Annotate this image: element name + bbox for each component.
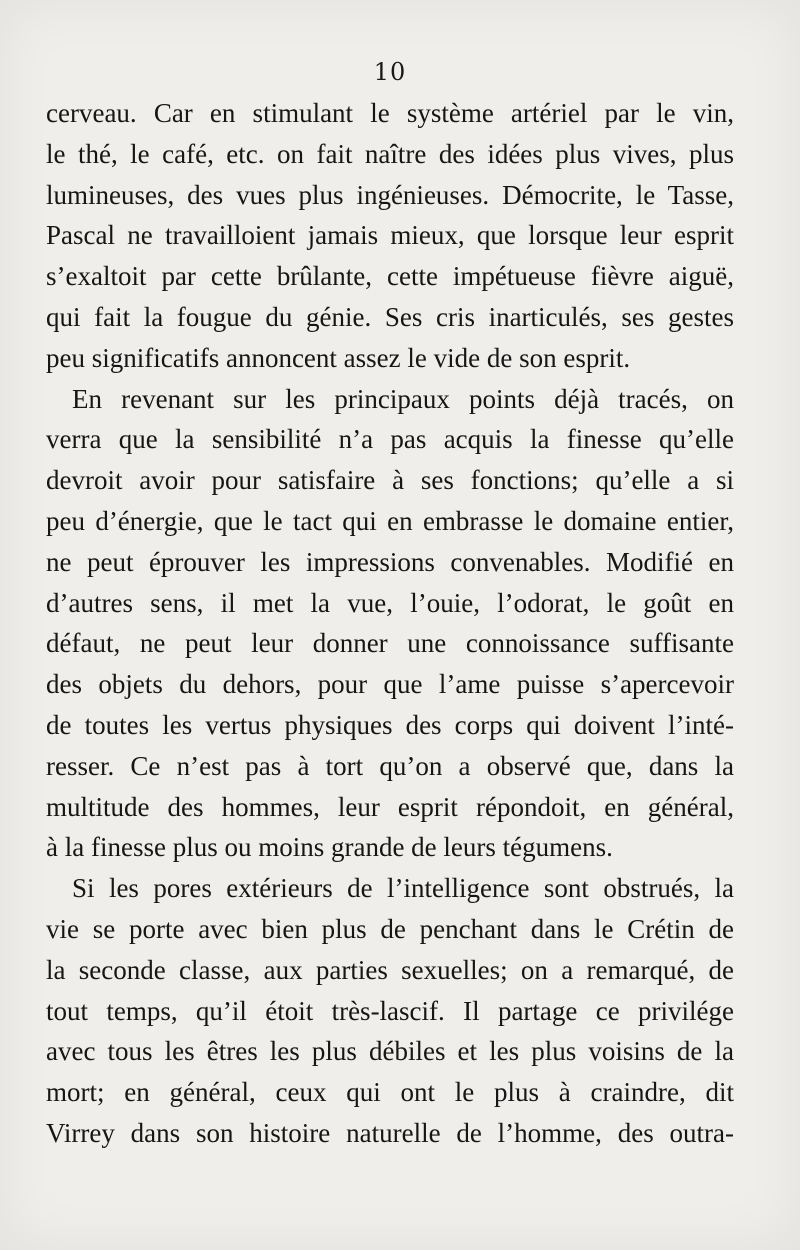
text-line: multitude des hommes, leur esprit répondoit, en général,	[46, 791, 734, 822]
text-line: vie se porte avec bien plus de penchant dans le Crétin de	[46, 913, 734, 944]
text-line: défaut, ne peut leur donner une connoissance suffisante	[46, 628, 734, 659]
page-number: 10	[373, 58, 407, 86]
text-line: ne peut éprouver les impressions convenables. Modifié en	[46, 546, 734, 577]
body-text	[46, 93, 734, 1154]
text-line: lumineuses, des vues plus ingénieuses. Démocrite, le Tasse,	[46, 179, 734, 210]
text-line: des objets du dehors, pour que l’ame puisse s’apercevoir	[46, 669, 734, 700]
text-line: cerveau. Car en stimulant le système artériel par le vin,	[46, 98, 734, 128]
text-line: devroit avoir pour satisfaire à ses fonctions; qu’elle a si	[46, 465, 734, 496]
text-line: peu significatifs annoncent assez le vide de son esprit.	[46, 342, 631, 373]
text-line: Pascal ne travailloient jamais mieux, que lorsque leur esprit	[46, 220, 734, 251]
text-line: avec tous les êtres les plus débiles et les plus voisins de la	[46, 1036, 734, 1067]
text-line: d’autres sens, il met la vue, l’ouie, l’odorat, le goût en	[46, 587, 734, 618]
text-line: Virrey dans son histoire naturelle de l’homme, des outra-	[46, 1117, 734, 1148]
text-line: verra que la sensibilité n’a pas acquis la finesse qu’elle	[46, 424, 734, 455]
text-line: En revenant sur les principaux points déjà tracés, on	[72, 383, 734, 414]
text-line: tout temps, qu’il étoit très-lascif. Il partage ce privilége	[46, 995, 734, 1026]
text-line: resser. Ce n’est pas à tort qu’on a observé que, dans la	[46, 750, 734, 781]
text-line: mort; en général, ceux qui ont le plus à craindre, dit	[46, 1077, 734, 1108]
text-line: Si les pores extérieurs de l’intelligence sont obstrués, la	[72, 873, 734, 904]
text-line: peu d’énergie, que le tact qui en embrasse le domaine entier,	[46, 505, 734, 536]
text-line: le thé, le café, etc. on fait naître des idées plus vives, plus	[46, 138, 734, 169]
text-line: qui fait la fougue du génie. Ses cris inarticulés, ses gestes	[46, 301, 734, 332]
text-line: à la finesse plus ou moins grande de leurs tégumens.	[46, 832, 613, 863]
text-line: s’exaltoit par cette brûlante, cette impétueuse fièvre aiguë,	[46, 261, 734, 292]
text-line: la seconde classe, aux parties sexuelles; on a remarqué, de	[46, 954, 734, 985]
text-line: de toutes les vertus physiques des corps qui doivent l’inté-	[46, 709, 734, 740]
